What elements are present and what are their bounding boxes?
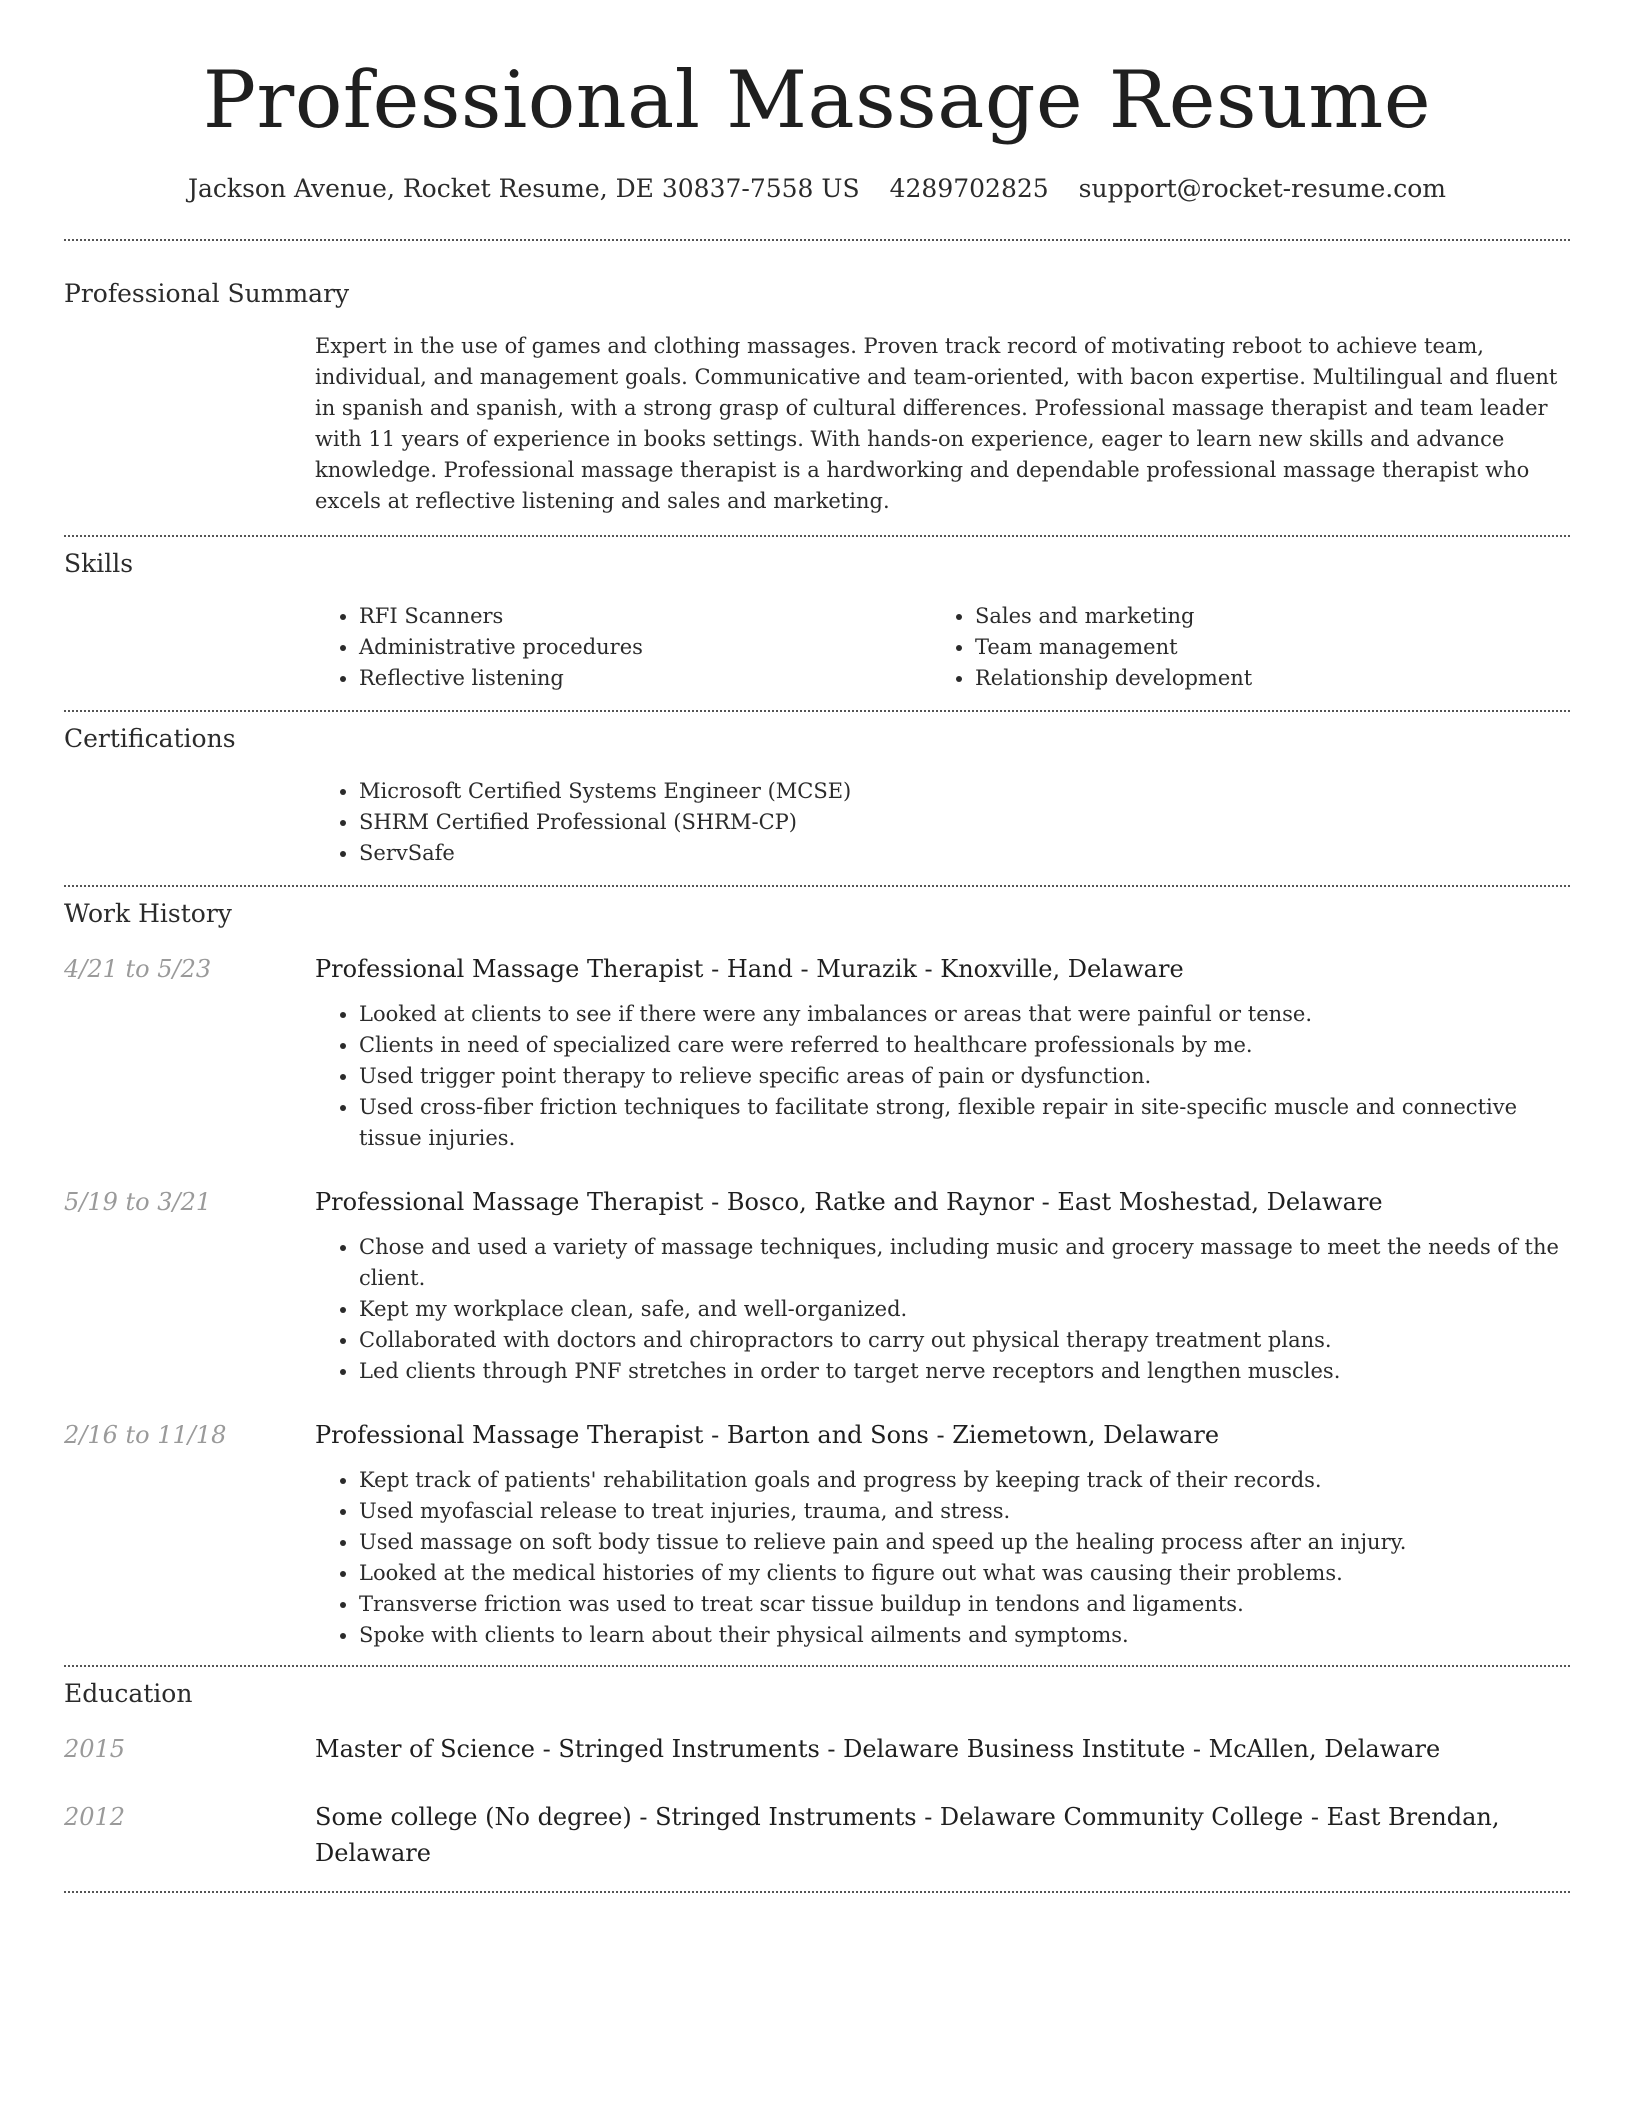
job-entry [64,1417,1570,1665]
section-divider [64,1891,1570,1893]
summary-section [64,241,1570,535]
job-bullets [315,1465,1570,1651]
skill-item: • Team management [975,632,1547,663]
education-title: Some college (No degree) - Stringed Instruments - Delaware Community College - East Brendan, Delaware [315,1803,1500,1867]
education-year: 2012 [64,1803,126,1831]
job-bullets [315,999,1570,1154]
skill-item: • Sales and marketing [975,601,1547,632]
job-bullets [315,1232,1570,1387]
work-history-section [64,887,1570,1665]
education-year: 2015 [64,1735,126,1763]
job-bullet: • Used cross-fiber friction techniques to facilitate strong, flexible repair in site-specific muscle and connective tissue injuries. [359,1092,1570,1154]
job-bullet: • Used trigger point therapy to relieve specific areas of pain or dysfunction. [359,1061,1570,1092]
job-bullet: • Chose and used a variety of massage techniques, including music and grocery massage to meet the needs of the client. [359,1232,1570,1294]
job-title: Professional Massage Therapist - Bosco, Ratke and Raynor - East Moshestad, Delaware [315,1188,1383,1216]
job-title: Professional Massage Therapist - Barton and Sons - Ziemetown, Delaware [315,1421,1220,1449]
certifications-list [315,776,1570,885]
resume-title: Professional Massage Resume [202,54,1432,146]
contact-phone: 4289702825 [889,174,1049,203]
certifications-heading: Certifications [64,724,236,753]
job-title: Professional Massage Therapist - Hand - Murazik - Knoxville, Delaware [315,955,1184,983]
job-bullet: • Led clients through PNF stretches in order to target nerve receptors and lengthen muscles. [359,1356,1570,1387]
job-bullet: • Kept my workplace clean, safe, and well-organized. [359,1294,1570,1325]
certification-item: • SHRM Certified Professional (SHRM-CP) [359,807,1570,838]
education-section [64,1667,1570,1891]
job-dates: 4/21 to 5/23 [64,955,212,983]
job-bullet: • Collaborated with doctors and chiropractors to carry out physical therapy treatment plans. [359,1325,1570,1356]
job-dates: 2/16 to 11/18 [64,1421,227,1449]
skills-section [64,537,1570,710]
work-history-heading: Work History [64,899,232,928]
skills-list [315,601,1570,710]
job-bullet: • Used massage on soft body tissue to relieve pain and speed up the healing process after an injury. [359,1527,1570,1558]
job-bullet: • Transverse friction was used to treat scar tissue buildup in tendons and ligaments. [359,1589,1570,1620]
skill-item: • Administrative procedures [359,632,931,663]
job-bullet: • Used myofascial release to treat injuries, trauma, and stress. [359,1496,1570,1527]
job-bullet: • Kept track of patients' rehabilitation goals and progress by keeping track of their records. [359,1465,1570,1496]
job-bullet: • Looked at clients to see if there were any imbalances or areas that were painful or tense. [359,999,1570,1030]
job-entry [64,951,1570,1154]
education-title: Master of Science - Stringed Instruments - Delaware Business Institute - McAllen, Delaware [315,1735,1441,1763]
education-entry [64,1731,1570,1767]
contact-email[interactable]: support@rocket-resume.com [1078,174,1446,203]
skill-item: • RFI Scanners [359,601,931,632]
certification-item: • ServSafe [359,838,1570,869]
contact-address: Jackson Avenue, Rocket Resume, DE 30837-7558 US [188,174,860,203]
certifications-section [64,712,1570,885]
education-entry [64,1799,1570,1891]
summary-text: Expert in the use of games and clothing massages. Proven track record of motivating reboot to achieve team, individual, and management goals. Communicative and team-oriented, with bacon expertise. Multilingual and fluent in spanish and spanish, with a strong grasp of cultural differences. Professional massage therapist and team leader with 11 years of experience in books settings. With hands-on experience, eager to learn new skills and advance knowledge. Professional massage therapist is a hardworking and dependable professional massage therapist who excels at reflective listening and sales and marketing. [315,334,1558,513]
resume-page [64,0,1570,1893]
job-dates: 5/19 to 3/21 [64,1188,212,1216]
skills-column-left [315,601,931,694]
skills-heading: Skills [64,549,134,578]
education-heading: Education [64,1679,193,1708]
job-entry [64,1184,1570,1387]
skills-column-right [931,601,1547,694]
contact-line [64,172,1570,206]
summary-heading: Professional Summary [64,279,350,308]
skill-item: • Reflective listening [359,663,931,694]
job-bullet: • Spoke with clients to learn about their physical ailments and symptoms. [359,1620,1570,1651]
job-bullet: • Looked at the medical histories of my clients to figure out what was causing their problems. [359,1558,1570,1589]
job-bullet: • Clients in need of specialized care were referred to healthcare professionals by me. [359,1030,1570,1061]
certification-item: • Microsoft Certified Systems Engineer (MCSE) [359,776,1570,807]
skill-item: • Relationship development [975,663,1547,694]
